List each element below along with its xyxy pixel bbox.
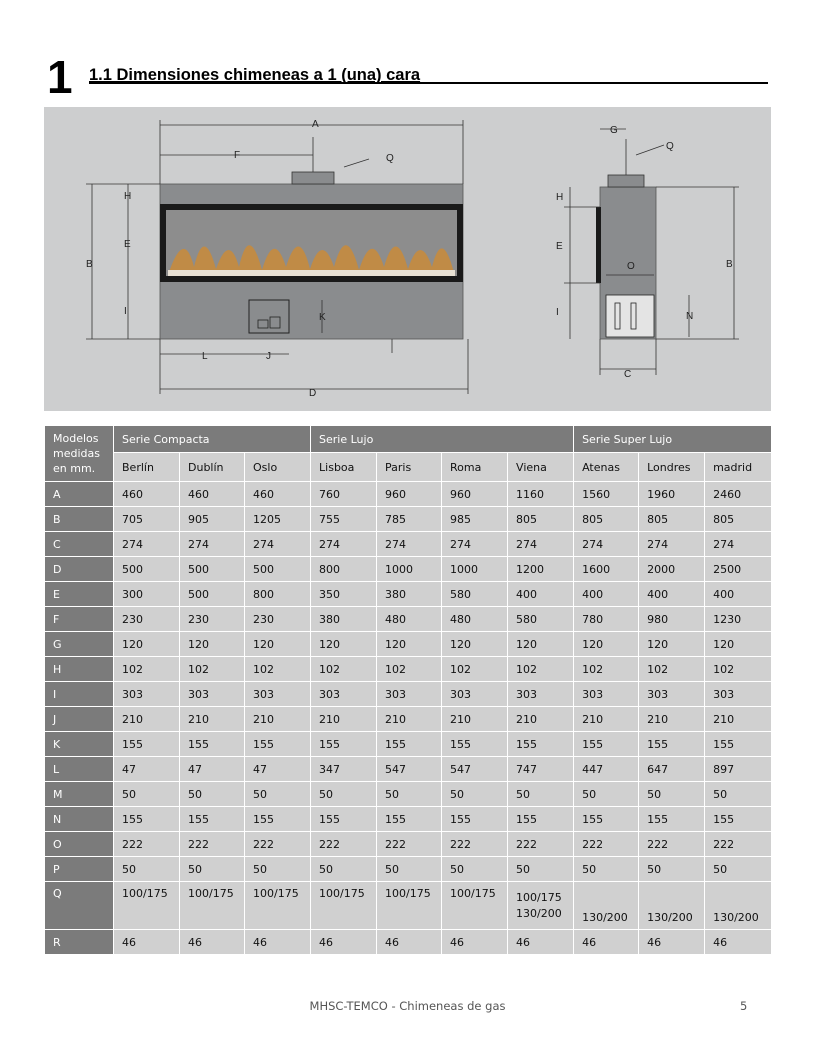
table-cell: 100/175 130/200 bbox=[508, 882, 574, 930]
table-cell: 120 bbox=[377, 632, 442, 657]
table-cell: 785 bbox=[377, 507, 442, 532]
table-cell: 100/175 bbox=[377, 882, 442, 930]
table-cell: 102 bbox=[508, 657, 574, 682]
table-cell: 46 bbox=[574, 930, 639, 955]
series-header-row bbox=[45, 426, 772, 453]
table-cell: 300 bbox=[114, 582, 180, 607]
table-cell: 580 bbox=[508, 607, 574, 632]
table-cell: 102 bbox=[705, 657, 772, 682]
table-cell: 102 bbox=[245, 657, 311, 682]
side-label-H: H bbox=[556, 192, 564, 203]
table-cell: 274 bbox=[180, 532, 245, 557]
table-cell: 210 bbox=[377, 707, 442, 732]
table-cell: 547 bbox=[377, 757, 442, 782]
title-rule bbox=[89, 82, 768, 84]
table-cell: 805 bbox=[705, 507, 772, 532]
table-cell: 222 bbox=[311, 832, 377, 857]
page-number: 5 bbox=[740, 999, 748, 1013]
table-cell: 222 bbox=[442, 832, 508, 857]
table-cell: 120 bbox=[574, 632, 639, 657]
table-row bbox=[45, 757, 772, 782]
table-cell: 800 bbox=[311, 557, 377, 582]
table-cell: 985 bbox=[442, 507, 508, 532]
table-row bbox=[45, 657, 772, 682]
table-cell: 303 bbox=[245, 682, 311, 707]
table-cell: 303 bbox=[508, 682, 574, 707]
table-cell: 350 bbox=[311, 582, 377, 607]
table-cell: 120 bbox=[311, 632, 377, 657]
table-cell: 274 bbox=[377, 532, 442, 557]
table-cell: 46 bbox=[377, 930, 442, 955]
table-cell: 102 bbox=[442, 657, 508, 682]
table-cell: 580 bbox=[442, 582, 508, 607]
model-header: Roma bbox=[442, 453, 508, 482]
table-cell: 222 bbox=[114, 832, 180, 857]
table-cell: 400 bbox=[705, 582, 772, 607]
table-cell: 102 bbox=[180, 657, 245, 682]
side-label-O: O bbox=[627, 261, 635, 272]
row-label: D bbox=[45, 557, 114, 582]
table-cell: 274 bbox=[311, 532, 377, 557]
table-cell: 303 bbox=[574, 682, 639, 707]
table-cell: 1000 bbox=[442, 557, 508, 582]
label-H: H bbox=[124, 191, 132, 202]
table-cell: 274 bbox=[574, 532, 639, 557]
table-cell: 274 bbox=[245, 532, 311, 557]
table-cell: 50 bbox=[442, 857, 508, 882]
table-cell: 50 bbox=[639, 782, 705, 807]
table-cell: 120 bbox=[245, 632, 311, 657]
table-cell: 460 bbox=[245, 482, 311, 507]
model-header: Atenas bbox=[574, 453, 639, 482]
table-cell: 155 bbox=[639, 732, 705, 757]
table-row bbox=[45, 832, 772, 857]
label-D: D bbox=[309, 388, 317, 399]
table-cell: 102 bbox=[114, 657, 180, 682]
table-cell: 102 bbox=[574, 657, 639, 682]
table-cell: 50 bbox=[180, 857, 245, 882]
table-cell: 155 bbox=[311, 807, 377, 832]
table-cell: 50 bbox=[377, 857, 442, 882]
table-cell: 46 bbox=[245, 930, 311, 955]
table-cell: 46 bbox=[639, 930, 705, 955]
table-cell: 46 bbox=[114, 930, 180, 955]
series-header: Serie Lujo bbox=[311, 426, 574, 453]
table-cell: 50 bbox=[705, 857, 772, 882]
table-cell: 100/175 bbox=[311, 882, 377, 930]
table-cell: 210 bbox=[508, 707, 574, 732]
dimensions-table bbox=[44, 425, 772, 955]
table-row bbox=[45, 857, 772, 882]
model-header-row bbox=[45, 453, 772, 482]
row-label: A bbox=[45, 482, 114, 507]
row-label: C bbox=[45, 532, 114, 557]
table-row bbox=[45, 532, 772, 557]
table-cell: 500 bbox=[245, 557, 311, 582]
table-cell: 155 bbox=[377, 807, 442, 832]
table-cell: 47 bbox=[245, 757, 311, 782]
table-cell: 210 bbox=[442, 707, 508, 732]
table-cell: 2000 bbox=[639, 557, 705, 582]
table-cell: 46 bbox=[705, 930, 772, 955]
table-cell: 400 bbox=[639, 582, 705, 607]
table-cell: 130/200 bbox=[574, 882, 639, 930]
table-cell: 380 bbox=[311, 607, 377, 632]
table-cell: 222 bbox=[508, 832, 574, 857]
table-cell: 50 bbox=[705, 782, 772, 807]
table-cell: 222 bbox=[377, 832, 442, 857]
table-cell: 230 bbox=[180, 607, 245, 632]
table-cell: 380 bbox=[377, 582, 442, 607]
row-label: I bbox=[45, 682, 114, 707]
table-cell: 805 bbox=[574, 507, 639, 532]
table-cell: 130/200 bbox=[639, 882, 705, 930]
table-cell: 222 bbox=[245, 832, 311, 857]
table-row bbox=[45, 930, 772, 955]
label-A: A bbox=[312, 119, 319, 130]
table-cell: 2500 bbox=[705, 557, 772, 582]
row-label: E bbox=[45, 582, 114, 607]
label-F: F bbox=[234, 150, 241, 161]
row-label: G bbox=[45, 632, 114, 657]
table-cell: 705 bbox=[114, 507, 180, 532]
table-cell: 760 bbox=[311, 482, 377, 507]
table-cell: 647 bbox=[639, 757, 705, 782]
table-cell: 155 bbox=[114, 732, 180, 757]
model-header: Oslo bbox=[245, 453, 311, 482]
table-cell: 274 bbox=[442, 532, 508, 557]
table-cell: 500 bbox=[180, 557, 245, 582]
table-cell: 100/175 bbox=[245, 882, 311, 930]
table-cell: 120 bbox=[180, 632, 245, 657]
table-cell: 155 bbox=[442, 732, 508, 757]
table-cell: 155 bbox=[180, 807, 245, 832]
table-row bbox=[45, 807, 772, 832]
table-cell: 50 bbox=[377, 782, 442, 807]
table-cell: 480 bbox=[377, 607, 442, 632]
table-cell: 274 bbox=[508, 532, 574, 557]
side-label-C: C bbox=[624, 369, 632, 380]
table-row bbox=[45, 682, 772, 707]
fireplace-dimension-diagram bbox=[44, 107, 771, 411]
table-row bbox=[45, 507, 772, 532]
table-cell: 303 bbox=[114, 682, 180, 707]
table-cell: 50 bbox=[180, 782, 245, 807]
table-cell: 780 bbox=[574, 607, 639, 632]
table-cell: 222 bbox=[705, 832, 772, 857]
label-L: L bbox=[202, 351, 208, 362]
table-cell: 480 bbox=[442, 607, 508, 632]
table-cell: 2460 bbox=[705, 482, 772, 507]
table-cell: 1560 bbox=[574, 482, 639, 507]
row-label: P bbox=[45, 857, 114, 882]
table-cell: 210 bbox=[180, 707, 245, 732]
table-cell: 755 bbox=[311, 507, 377, 532]
table-cell: 210 bbox=[639, 707, 705, 732]
table-cell: 100/175 bbox=[442, 882, 508, 930]
table-body bbox=[45, 426, 772, 955]
table-cell: 155 bbox=[311, 732, 377, 757]
table-cell: 800 bbox=[245, 582, 311, 607]
footer-text: MHSC-TEMCO - Chimeneas de gas bbox=[309, 999, 506, 1013]
table-cell: 960 bbox=[442, 482, 508, 507]
table-cell: 155 bbox=[180, 732, 245, 757]
table-cell: 274 bbox=[705, 532, 772, 557]
table-cell: 303 bbox=[705, 682, 772, 707]
model-header: Berlín bbox=[114, 453, 180, 482]
row-label: H bbox=[45, 657, 114, 682]
table-row bbox=[45, 482, 772, 507]
side-flue bbox=[608, 175, 644, 187]
table-cell: 102 bbox=[377, 657, 442, 682]
table-row bbox=[45, 882, 772, 930]
table-cell: 1000 bbox=[377, 557, 442, 582]
table-cell: 1960 bbox=[639, 482, 705, 507]
table-cell: 222 bbox=[639, 832, 705, 857]
table-cell: 50 bbox=[311, 782, 377, 807]
table-cell: 210 bbox=[574, 707, 639, 732]
table-cell: 222 bbox=[574, 832, 639, 857]
table-cell: 210 bbox=[311, 707, 377, 732]
table-row bbox=[45, 732, 772, 757]
table-cell: 460 bbox=[114, 482, 180, 507]
row-label: B bbox=[45, 507, 114, 532]
table-cell: 120 bbox=[442, 632, 508, 657]
row-label: M bbox=[45, 782, 114, 807]
table-cell: 210 bbox=[705, 707, 772, 732]
table-row bbox=[45, 557, 772, 582]
table-cell: 222 bbox=[180, 832, 245, 857]
table-row bbox=[45, 582, 772, 607]
table-cell: 347 bbox=[311, 757, 377, 782]
table-cell: 47 bbox=[114, 757, 180, 782]
row-label: Q bbox=[45, 882, 114, 930]
table-cell: 274 bbox=[114, 532, 180, 557]
table-cell: 1600 bbox=[574, 557, 639, 582]
label-I: I bbox=[124, 306, 127, 317]
table-row bbox=[45, 632, 772, 657]
table-cell: 1205 bbox=[245, 507, 311, 532]
table-cell: 155 bbox=[574, 807, 639, 832]
table-cell: 120 bbox=[508, 632, 574, 657]
table-cell: 400 bbox=[574, 582, 639, 607]
table-cell: 303 bbox=[311, 682, 377, 707]
table-cell: 960 bbox=[377, 482, 442, 507]
table-cell: 980 bbox=[639, 607, 705, 632]
table-cell: 400 bbox=[508, 582, 574, 607]
table-cell: 805 bbox=[639, 507, 705, 532]
row-label: N bbox=[45, 807, 114, 832]
row-label: O bbox=[45, 832, 114, 857]
table-cell: 50 bbox=[442, 782, 508, 807]
model-header: Paris bbox=[377, 453, 442, 482]
table-cell: 500 bbox=[180, 582, 245, 607]
table-cell: 50 bbox=[508, 782, 574, 807]
table-cell: 1200 bbox=[508, 557, 574, 582]
table-cell: 500 bbox=[114, 557, 180, 582]
section-title: 1.1 Dimensiones chimeneas a 1 (una) cara bbox=[89, 66, 421, 84]
table-cell: 50 bbox=[114, 857, 180, 882]
row-label: F bbox=[45, 607, 114, 632]
table-cell: 447 bbox=[574, 757, 639, 782]
table-cell: 210 bbox=[114, 707, 180, 732]
table-cell: 897 bbox=[705, 757, 772, 782]
table-cell: 50 bbox=[574, 857, 639, 882]
table-cell: 100/175 bbox=[180, 882, 245, 930]
front-flue bbox=[292, 172, 334, 184]
table-cell: 120 bbox=[114, 632, 180, 657]
front-view bbox=[86, 119, 468, 399]
series-header: Serie Super Lujo bbox=[574, 426, 772, 453]
model-header: madrid bbox=[705, 453, 772, 482]
table-cell: 130/200 bbox=[705, 882, 772, 930]
table-cell: 155 bbox=[114, 807, 180, 832]
label-B: B bbox=[86, 259, 93, 270]
side-control-box bbox=[606, 295, 654, 337]
table-cell: 50 bbox=[508, 857, 574, 882]
table-cell: 230 bbox=[245, 607, 311, 632]
table-cell: 155 bbox=[508, 732, 574, 757]
table-cell: 50 bbox=[114, 782, 180, 807]
table-cell: 155 bbox=[574, 732, 639, 757]
row-label: L bbox=[45, 757, 114, 782]
model-header: Dublín bbox=[180, 453, 245, 482]
table-cell: 50 bbox=[639, 857, 705, 882]
row-label: R bbox=[45, 930, 114, 955]
series-header: Serie Compacta bbox=[114, 426, 311, 453]
table-cell: 120 bbox=[639, 632, 705, 657]
row-label: K bbox=[45, 732, 114, 757]
table-cell: 155 bbox=[245, 732, 311, 757]
side-label-E: E bbox=[556, 241, 563, 252]
table-row bbox=[45, 607, 772, 632]
chapter-number: 1 bbox=[47, 51, 73, 103]
model-header: Viena bbox=[508, 453, 574, 482]
side-label-I: I bbox=[556, 307, 559, 318]
side-label-Q: Q bbox=[666, 141, 674, 152]
table-cell: 46 bbox=[311, 930, 377, 955]
row-label: J bbox=[45, 707, 114, 732]
table-cell: 155 bbox=[377, 732, 442, 757]
label-Q: Q bbox=[386, 153, 394, 164]
side-label-G: G bbox=[610, 125, 618, 136]
table-row bbox=[45, 707, 772, 732]
table-cell: 50 bbox=[245, 857, 311, 882]
table-cell: 1160 bbox=[508, 482, 574, 507]
table-cell: 155 bbox=[508, 807, 574, 832]
corner-header: Modelos medidas en mm. bbox=[45, 426, 114, 482]
table-row bbox=[45, 782, 772, 807]
table-cell: 303 bbox=[180, 682, 245, 707]
front-logs bbox=[168, 270, 455, 276]
table-cell: 905 bbox=[180, 507, 245, 532]
table-cell: 1230 bbox=[705, 607, 772, 632]
table-cell: 155 bbox=[442, 807, 508, 832]
table-cell: 155 bbox=[639, 807, 705, 832]
side-view bbox=[556, 125, 739, 380]
table-cell: 547 bbox=[442, 757, 508, 782]
table-cell: 230 bbox=[114, 607, 180, 632]
side-label-B: B bbox=[726, 259, 733, 270]
diagram-svg bbox=[44, 107, 771, 411]
table-cell: 47 bbox=[180, 757, 245, 782]
label-J: J bbox=[266, 351, 271, 362]
label-E: E bbox=[124, 239, 131, 250]
table-cell: 155 bbox=[705, 807, 772, 832]
table-cell: 50 bbox=[574, 782, 639, 807]
table-cell: 460 bbox=[180, 482, 245, 507]
label-K: K bbox=[319, 312, 326, 323]
table-cell: 747 bbox=[508, 757, 574, 782]
model-header: Londres bbox=[639, 453, 705, 482]
table-cell: 303 bbox=[377, 682, 442, 707]
table-cell: 155 bbox=[245, 807, 311, 832]
table-cell: 50 bbox=[311, 857, 377, 882]
table-cell: 303 bbox=[639, 682, 705, 707]
side-label-N: N bbox=[686, 311, 694, 322]
table-cell: 102 bbox=[311, 657, 377, 682]
table-cell: 46 bbox=[442, 930, 508, 955]
table-cell: 210 bbox=[245, 707, 311, 732]
table-cell: 50 bbox=[245, 782, 311, 807]
table-cell: 274 bbox=[639, 532, 705, 557]
table-cell: 805 bbox=[508, 507, 574, 532]
table-cell: 102 bbox=[639, 657, 705, 682]
table-cell: 100/175 bbox=[114, 882, 180, 930]
table-cell: 46 bbox=[508, 930, 574, 955]
table-cell: 155 bbox=[705, 732, 772, 757]
table-cell: 120 bbox=[705, 632, 772, 657]
table-cell: 46 bbox=[180, 930, 245, 955]
model-header: Lisboa bbox=[311, 453, 377, 482]
table-cell: 303 bbox=[442, 682, 508, 707]
